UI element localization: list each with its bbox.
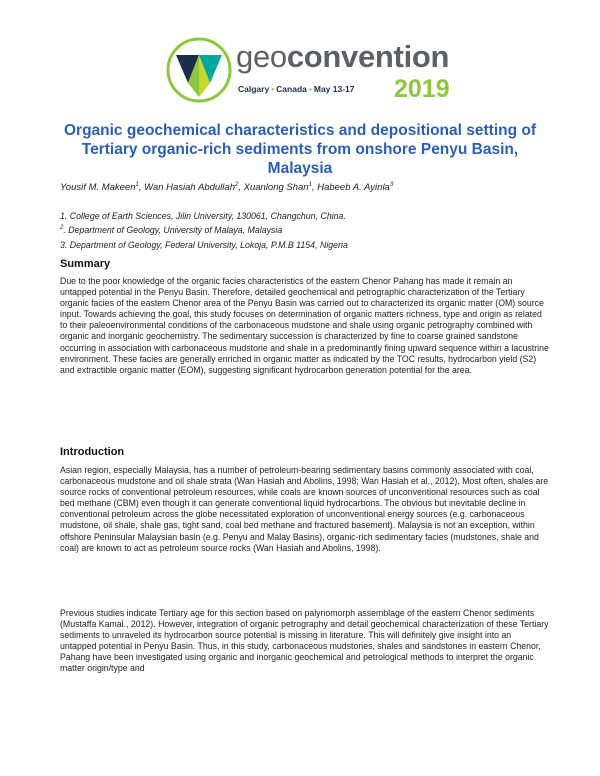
logo-mark-icon bbox=[166, 37, 232, 103]
author-name: Yousif M. Makeen bbox=[60, 182, 136, 194]
affiliation-3: 3. Department of Geology, Federal University, Lokoja, P.M.B 1154, Nigeria bbox=[60, 240, 348, 250]
affiliation-2-sup: 2 bbox=[60, 225, 64, 232]
introduction-heading: Introduction bbox=[60, 446, 125, 458]
author-name: Xuanlong Shan bbox=[243, 182, 309, 194]
author-name: Wan Hasiah Abdullah bbox=[144, 182, 235, 194]
logo-city: Calgary bbox=[238, 84, 270, 94]
author-sup: 3 bbox=[389, 182, 394, 188]
affiliation-2-text: Department of Geology, University of Malaya, Malaysia bbox=[68, 225, 283, 235]
logo-subline: Calgary • Canada • May 13-17 bbox=[238, 84, 355, 94]
logo-brand bbox=[236, 39, 449, 75]
logo-brand-geo: geo bbox=[236, 39, 287, 74]
author-list: Yousif M. Makeen$^1$, Wan Hasiah Abdullah$^2$, Xuanlong Shan$^1$, Habeeb A. Ayinla$^3$ bbox=[60, 182, 394, 194]
summary-paragraph: Due to the poor knowledge of the organic facies characteristics of the eastern Chenor Pahang has made it remain an untapped potential in the Penyu Basin. Therefore, detailed geochemical and petrographic characterization of the Tertiary organic facies of the eastern Chenor area of the Penyu Basin was carried out to characterized its organic matter (OM) source input. Towards achieving the goal, this study focuses on determination of organic matters richness, type and origin as related to their paleoenvironmental conditions of the carbonaceous mudstone and shale using organic petrography combined with organic and inorganic geochemistry. The sedimentary succession is characterized by fine to coarse grained sandstone occurring in association with carbonaceous mudstone and shale in a predominantly fining upward sequence within a lacustrine environment. These facies are generally enriched in organic matter as indicated by the TOC results, hydrocarbon yield (S2) and extractible organic matter (EOM), suggesting significant hydrocarbon generation potential for the area. bbox=[60, 276, 549, 375]
author-name: Habeeb A. Ayinla bbox=[317, 182, 390, 194]
logo-brand-convention: convention bbox=[286, 39, 450, 74]
author-sup: 1 bbox=[308, 182, 312, 188]
affiliation-1: 1. College of Earth Sciences, Jilin University, 130061, Changchun, China. bbox=[60, 211, 346, 221]
author-sup: 1 bbox=[135, 182, 139, 188]
paper-title: Organic geochemical characteristics and depositional setting of Tertiary organic-rich sediments from onshore Penyu Basin, Malaysia bbox=[63, 122, 537, 177]
introduction-paragraph-2: Previous studies indicate Tertiary age for this section based on palynomorph assemblage of the eastern Chenor sediments (Mustaffa Kamal., 2012). However, integration of organic petrography and detail geochemical characterization of these Tertiary sediments to unraveled its hydrocarbon source potential is missing in literature. This will definitely give insight into an untapped potential in Penyu Basin. Thus, in this study, carbonaceous mudstones, shales and sandstones in eastern Chenor, Pahang have been investigated using organic and inorganic geochemical and petrological methods to interpret the organic matter origin/type and bbox=[60, 608, 549, 674]
affiliation-2: $^2$. Department of Geology, University of Malaya, Malaysia bbox=[60, 225, 283, 235]
geoconvention-logo bbox=[166, 37, 450, 109]
author-sup: 2 bbox=[234, 182, 239, 188]
logo-country: Canada bbox=[276, 84, 307, 94]
logo-dates: May 13-17 bbox=[313, 84, 355, 94]
logo-year: 2019 bbox=[394, 75, 450, 103]
introduction-paragraph-1: Asian region, especially Malaysia, has a number of petroleum-bearing sedimentary basins commonly associated with coal, carbonaceous mudstone and oil shale strata (Wan Hasiah and Abolins, 1998; Wan Hasiah et al., 2012). Most often, shales are source rocks of conventional petroleum resources, while coals are known sources of unconventional resources such as coal bed methane (CBM) even though it can generate conventional liquid hydrocarbons. The obvious but inevitable decline in conventional petroleum across the globe necessitated exploration of unconventional energy sources (e.g. carbonaceous mudstone, oil shale, shale gas, tight sand, coal bed methane and fractured basement). Malaysia is not an exception, within offshore Peninsular Malaysian basin (e.g. Penyu and Malay Basins), organic-rich sedimentary facies (mudstones, shale and coal) are known to act as petroleum source rocks (Wan Hasiah and Abolins, 1998). bbox=[60, 465, 549, 553]
summary-heading: Summary bbox=[60, 258, 111, 270]
